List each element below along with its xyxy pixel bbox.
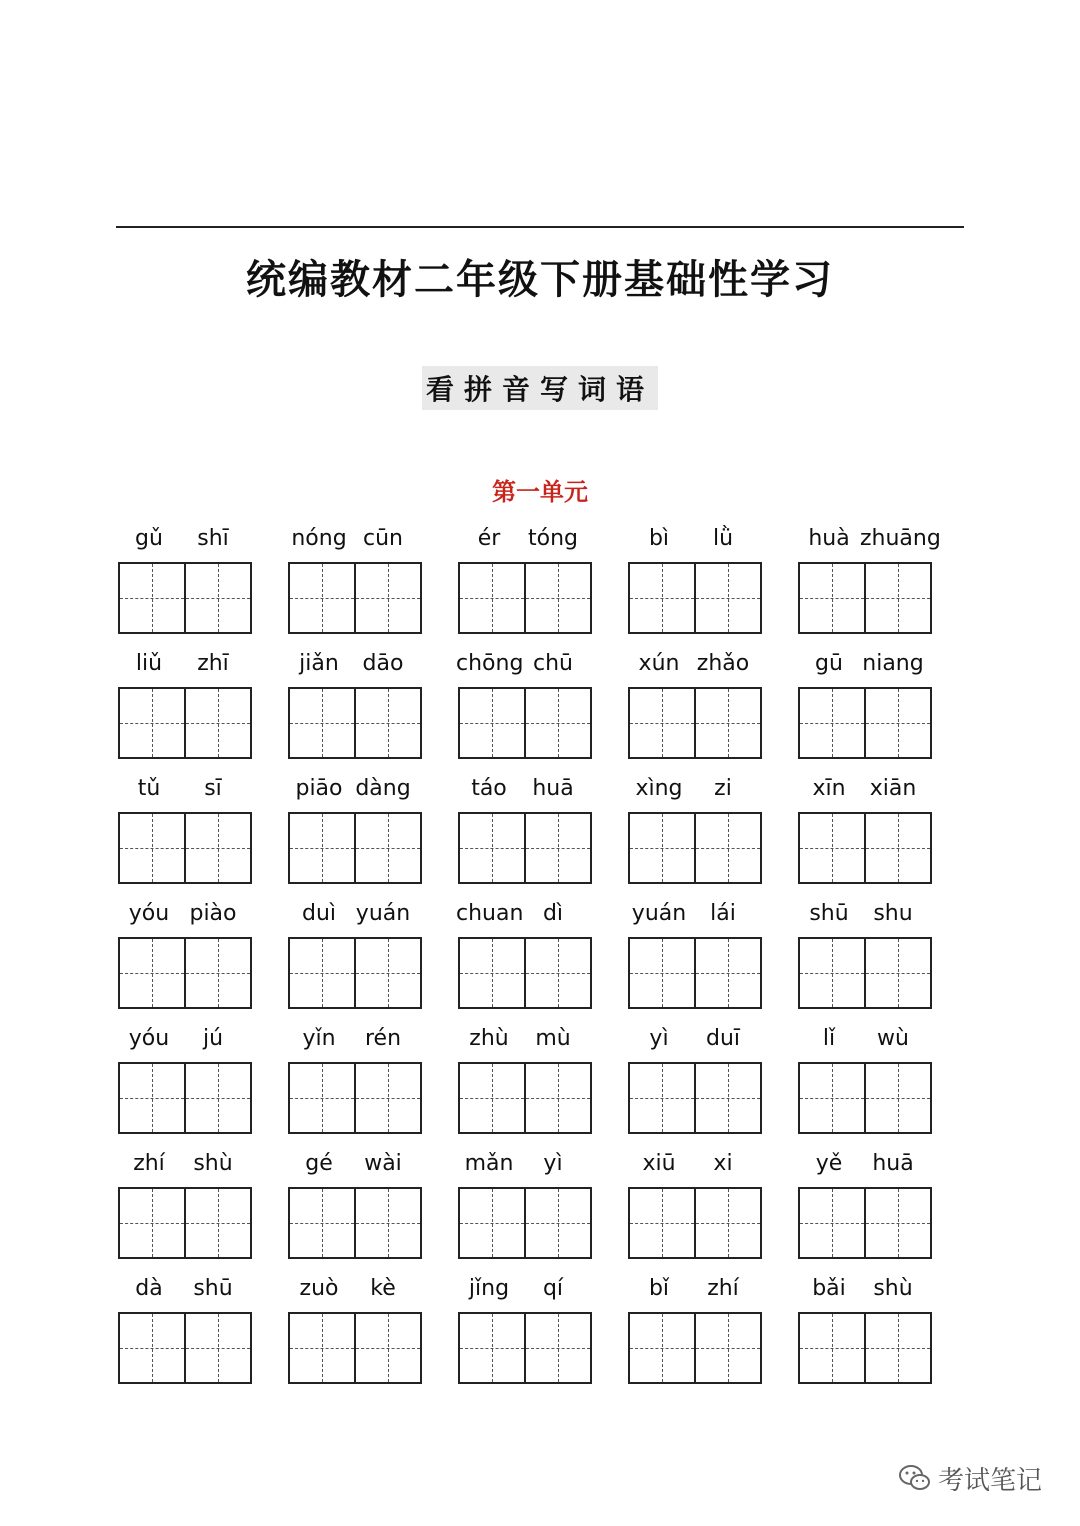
- exercise-row: [118, 897, 938, 1022]
- pinyin-line: [458, 1022, 598, 1060]
- tianzige-box[interactable]: [356, 562, 422, 634]
- tianzige-box[interactable]: [118, 562, 186, 634]
- pinyin-line: [118, 647, 258, 685]
- tianzige-box[interactable]: [866, 1062, 932, 1134]
- tianzige-box[interactable]: [798, 562, 866, 634]
- pinyin-syllable: xi: [713, 1151, 733, 1176]
- writing-boxes: [288, 937, 422, 1009]
- writing-boxes: [458, 1187, 592, 1259]
- writing-boxes: [288, 1062, 422, 1134]
- word-item: [458, 1147, 598, 1185]
- pinyin-line: [628, 772, 768, 810]
- writing-boxes: [288, 812, 422, 884]
- tianzige-box[interactable]: [628, 937, 696, 1009]
- tianzige-box[interactable]: [526, 1187, 592, 1259]
- writing-boxes: [288, 1312, 422, 1384]
- writing-boxes: [628, 687, 762, 759]
- pinyin-syllable: shù: [193, 1151, 233, 1176]
- tianzige-box[interactable]: [118, 1062, 186, 1134]
- word-item: [458, 1272, 598, 1310]
- tianzige-box[interactable]: [628, 1187, 696, 1259]
- tianzige-box[interactable]: [798, 1062, 866, 1134]
- pinyin-syllable: jiǎn: [299, 651, 339, 676]
- pinyin-syllable: zhǎo: [696, 651, 750, 676]
- pinyin-line: [798, 897, 938, 935]
- pinyin-syllable: dàng: [355, 776, 411, 801]
- word-item: [628, 1272, 768, 1310]
- pinyin-syllable: lǜ: [712, 526, 734, 551]
- word-item: [628, 647, 768, 685]
- writing-boxes: [628, 562, 762, 634]
- pinyin-line: [288, 522, 428, 560]
- tianzige-box[interactable]: [458, 562, 526, 634]
- tianzige-box[interactable]: [356, 1187, 422, 1259]
- tianzige-box[interactable]: [186, 1062, 252, 1134]
- pinyin-syllable: chuan: [456, 901, 524, 926]
- pinyin-syllable: yóu: [128, 1026, 170, 1051]
- pinyin-syllable: shù: [873, 1276, 913, 1301]
- exercise-row: [118, 1272, 938, 1397]
- tianzige-box[interactable]: [866, 687, 932, 759]
- tianzige-box[interactable]: [458, 1312, 526, 1384]
- tianzige-box[interactable]: [288, 937, 356, 1009]
- word-item: [288, 522, 428, 560]
- tianzige-box[interactable]: [696, 562, 762, 634]
- pinyin-syllable: chōng: [456, 651, 524, 676]
- writing-boxes: [798, 562, 932, 634]
- writing-boxes: [288, 1187, 422, 1259]
- word-item: [798, 897, 938, 935]
- tianzige-box[interactable]: [288, 812, 356, 884]
- pinyin-line: [118, 772, 258, 810]
- tianzige-box[interactable]: [696, 1062, 762, 1134]
- writing-boxes: [288, 562, 422, 634]
- pinyin-line: [118, 1272, 258, 1310]
- tianzige-box[interactable]: [798, 687, 866, 759]
- word-item: [288, 1022, 428, 1060]
- writing-boxes: [458, 1312, 592, 1384]
- word-item: [118, 522, 258, 560]
- tianzige-box[interactable]: [118, 1187, 186, 1259]
- word-item: [288, 1147, 428, 1185]
- exercise-row: [118, 647, 938, 772]
- pinyin-line: [288, 1147, 428, 1185]
- tianzige-box[interactable]: [628, 1062, 696, 1134]
- word-item: [118, 1272, 258, 1310]
- word-item: [628, 772, 768, 810]
- pinyin-syllable: lái: [710, 901, 736, 926]
- writing-boxes: [118, 1312, 252, 1384]
- writing-boxes: [118, 812, 252, 884]
- writing-boxes: [798, 1062, 932, 1134]
- exercise-grid: [118, 522, 941, 1397]
- tianzige-box[interactable]: [526, 1062, 592, 1134]
- tianzige-box[interactable]: [458, 1062, 526, 1134]
- word-item: [118, 1147, 258, 1185]
- word-item: [458, 522, 598, 560]
- pinyin-syllable: ér: [477, 526, 501, 551]
- pinyin-line: [118, 1022, 258, 1060]
- tianzige-box[interactable]: [288, 1312, 356, 1384]
- pinyin-syllable: duì: [301, 901, 337, 926]
- tianzige-box[interactable]: [526, 687, 592, 759]
- tianzige-box[interactable]: [696, 937, 762, 1009]
- word-item: [458, 897, 598, 935]
- pinyin-line: [628, 1022, 768, 1060]
- tianzige-box[interactable]: [118, 812, 186, 884]
- writing-boxes: [288, 687, 422, 759]
- top-rule: [116, 226, 964, 228]
- tianzige-box[interactable]: [866, 812, 932, 884]
- tianzige-box[interactable]: [356, 687, 422, 759]
- writing-boxes: [118, 1187, 252, 1259]
- word-item: [458, 647, 598, 685]
- pinyin-line: [798, 522, 941, 560]
- pinyin-syllable: bǐ: [648, 1276, 670, 1301]
- pinyin-syllable: yì: [649, 1026, 669, 1051]
- pinyin-syllable: zhí: [133, 1151, 165, 1176]
- word-item: [628, 522, 768, 560]
- subtitle: 看拼音写词语: [422, 366, 658, 410]
- pinyin-line: [288, 1272, 428, 1310]
- writing-boxes: [628, 1062, 762, 1134]
- pinyin-syllable: mù: [535, 1026, 571, 1051]
- pinyin-syllable: dì: [542, 901, 564, 926]
- tianzige-box[interactable]: [356, 937, 422, 1009]
- pinyin-line: [118, 522, 258, 560]
- tianzige-box[interactable]: [186, 1312, 252, 1384]
- tianzige-box[interactable]: [356, 812, 422, 884]
- pinyin-syllable: tǔ: [137, 776, 161, 801]
- word-item: [458, 1022, 598, 1060]
- tianzige-box[interactable]: [798, 937, 866, 1009]
- tianzige-box[interactable]: [118, 687, 186, 759]
- pinyin-syllable: yóu: [128, 901, 170, 926]
- writing-boxes: [458, 812, 592, 884]
- pinyin-line: [798, 1272, 938, 1310]
- word-item: [118, 897, 258, 935]
- pinyin-syllable: kè: [370, 1276, 396, 1301]
- pinyin-syllable: zhí: [707, 1276, 739, 1301]
- pinyin-syllable: dāo: [362, 651, 404, 676]
- word-item: [118, 647, 258, 685]
- word-item: [798, 1147, 938, 1185]
- tianzige-box[interactable]: [458, 687, 526, 759]
- writing-boxes: [798, 937, 932, 1009]
- writing-boxes: [798, 1312, 932, 1384]
- pinyin-syllable: shū: [193, 1276, 233, 1301]
- pinyin-line: [118, 1147, 258, 1185]
- tianzige-box[interactable]: [186, 1187, 252, 1259]
- pinyin-line: [458, 1147, 598, 1185]
- pinyin-syllable: liǔ: [135, 651, 163, 676]
- tianzige-box[interactable]: [186, 687, 252, 759]
- writing-boxes: [798, 1187, 932, 1259]
- writing-boxes: [628, 937, 762, 1009]
- watermark-text: 考试笔记: [938, 1465, 1043, 1496]
- pinyin-syllable: huà: [808, 526, 850, 551]
- tianzige-box[interactable]: [458, 812, 526, 884]
- tianzige-box[interactable]: [186, 937, 252, 1009]
- pinyin-line: [458, 897, 598, 935]
- tianzige-box[interactable]: [288, 1187, 356, 1259]
- pinyin-line: [458, 1272, 598, 1310]
- word-item: [798, 1022, 938, 1060]
- pinyin-syllable: xìng: [635, 776, 683, 801]
- pinyin-line: [118, 897, 258, 935]
- pinyin-syllable: xiān: [869, 776, 917, 801]
- pinyin-syllable: nóng: [291, 526, 347, 551]
- writing-boxes: [118, 1062, 252, 1134]
- writing-boxes: [798, 812, 932, 884]
- watermark: [898, 1458, 1042, 1498]
- pinyin-line: [798, 647, 938, 685]
- writing-boxes: [118, 687, 252, 759]
- tianzige-box[interactable]: [526, 937, 592, 1009]
- tianzige-box[interactable]: [118, 1312, 186, 1384]
- pinyin-syllable: gǔ: [135, 526, 163, 551]
- pinyin-syllable: yuán: [355, 901, 411, 926]
- pinyin-syllable: shu: [873, 901, 913, 926]
- writing-boxes: [458, 1062, 592, 1134]
- tianzige-box[interactable]: [458, 1187, 526, 1259]
- tianzige-box[interactable]: [866, 1312, 932, 1384]
- writing-boxes: [118, 937, 252, 1009]
- pinyin-syllable: yì: [543, 1151, 563, 1176]
- pinyin-syllable: shū: [809, 901, 849, 926]
- word-item: [798, 772, 938, 810]
- tianzige-box[interactable]: [696, 1187, 762, 1259]
- word-item: [798, 1272, 938, 1310]
- pinyin-syllable: dà: [135, 1276, 163, 1301]
- writing-boxes: [458, 562, 592, 634]
- tianzige-box[interactable]: [288, 1062, 356, 1134]
- pinyin-syllable: lǐ: [822, 1026, 836, 1051]
- writing-boxes: [628, 1187, 762, 1259]
- writing-boxes: [118, 562, 252, 634]
- pinyin-syllable: sī: [204, 776, 222, 801]
- pinyin-syllable: qí: [542, 1276, 564, 1301]
- tianzige-box[interactable]: [628, 812, 696, 884]
- pinyin-line: [458, 522, 598, 560]
- writing-boxes: [798, 687, 932, 759]
- word-item: [628, 1022, 768, 1060]
- tianzige-box[interactable]: [798, 1312, 866, 1384]
- tianzige-box[interactable]: [628, 1312, 696, 1384]
- pinyin-syllable: cūn: [363, 526, 403, 551]
- pinyin-syllable: zuò: [299, 1276, 339, 1301]
- pinyin-syllable: rén: [364, 1026, 402, 1051]
- page-title: 统编教材二年级下册基础性学习: [246, 257, 834, 303]
- pinyin-syllable: shī: [197, 526, 229, 551]
- pinyin-syllable: yǐn: [302, 1026, 336, 1051]
- word-item: [458, 772, 598, 810]
- tianzige-box[interactable]: [628, 687, 696, 759]
- pinyin-line: [288, 772, 428, 810]
- pinyin-line: [628, 1147, 768, 1185]
- pinyin-line: [798, 1022, 938, 1060]
- word-item: [288, 772, 428, 810]
- pinyin-syllable: chū: [533, 651, 573, 676]
- word-item: [288, 647, 428, 685]
- pinyin-syllable: xiū: [642, 1151, 676, 1176]
- pinyin-syllable: zhuāng: [860, 526, 941, 551]
- word-item: [288, 1272, 428, 1310]
- exercise-row: [118, 1147, 938, 1272]
- pinyin-syllable: xún: [638, 651, 680, 676]
- tianzige-box[interactable]: [798, 1187, 866, 1259]
- pinyin-syllable: jǐng: [468, 1276, 510, 1301]
- word-item: [628, 897, 768, 935]
- pinyin-syllable: niang: [862, 651, 924, 676]
- tianzige-box[interactable]: [526, 812, 592, 884]
- pinyin-line: [458, 647, 598, 685]
- pinyin-line: [288, 1022, 428, 1060]
- tianzige-box[interactable]: [696, 812, 762, 884]
- pinyin-syllable: zi: [714, 776, 732, 801]
- tianzige-box[interactable]: [696, 687, 762, 759]
- pinyin-syllable: bǎi: [812, 1276, 846, 1301]
- pinyin-line: [798, 1147, 938, 1185]
- tianzige-box[interactable]: [866, 1187, 932, 1259]
- tianzige-box[interactable]: [526, 562, 592, 634]
- exercise-row: [118, 522, 941, 647]
- pinyin-syllable: bì: [648, 526, 670, 551]
- pinyin-syllable: táo: [471, 776, 507, 801]
- tianzige-box[interactable]: [866, 937, 932, 1009]
- pinyin-line: [628, 1272, 768, 1310]
- pinyin-syllable: yuán: [631, 901, 687, 926]
- pinyin-syllable: huā: [872, 1151, 914, 1176]
- pinyin-line: [798, 772, 938, 810]
- pinyin-line: [458, 772, 598, 810]
- pinyin-line: [628, 897, 768, 935]
- tianzige-box[interactable]: [356, 1062, 422, 1134]
- writing-boxes: [458, 687, 592, 759]
- exercise-row: [118, 772, 938, 897]
- tianzige-box[interactable]: [288, 687, 356, 759]
- tianzige-box[interactable]: [628, 562, 696, 634]
- pinyin-syllable: jú: [202, 1026, 224, 1051]
- pinyin-syllable: huā: [532, 776, 574, 801]
- pinyin-line: [288, 897, 428, 935]
- tianzige-box[interactable]: [186, 562, 252, 634]
- writing-boxes: [628, 812, 762, 884]
- tianzige-box[interactable]: [696, 1312, 762, 1384]
- tianzige-box[interactable]: [526, 1312, 592, 1384]
- pinyin-syllable: xīn: [812, 776, 846, 801]
- word-item: [118, 772, 258, 810]
- tianzige-box[interactable]: [866, 562, 932, 634]
- pinyin-syllable: yě: [815, 1151, 843, 1176]
- unit-title: 第一单元: [492, 478, 588, 506]
- tianzige-box[interactable]: [356, 1312, 422, 1384]
- pinyin-line: [628, 522, 768, 560]
- pinyin-syllable: wù: [877, 1026, 909, 1051]
- word-item: [118, 1022, 258, 1060]
- pinyin-syllable: tóng: [528, 526, 578, 551]
- pinyin-syllable: gé: [305, 1151, 333, 1176]
- subtitle-container: [0, 366, 1080, 410]
- word-item: [798, 647, 938, 685]
- tianzige-box[interactable]: [186, 812, 252, 884]
- pinyin-syllable: duī: [705, 1026, 741, 1051]
- wechat-icon: [898, 1463, 932, 1493]
- pinyin-syllable: piāo: [295, 776, 343, 801]
- word-item: [798, 522, 941, 560]
- pinyin-syllable: zhù: [469, 1026, 509, 1051]
- pinyin-syllable: piào: [189, 901, 237, 926]
- pinyin-syllable: zhī: [197, 651, 229, 676]
- tianzige-box[interactable]: [798, 812, 866, 884]
- writing-boxes: [628, 1312, 762, 1384]
- pinyin-line: [288, 647, 428, 685]
- pinyin-syllable: wài: [364, 1151, 402, 1176]
- tianzige-box[interactable]: [458, 937, 526, 1009]
- pinyin-syllable: gū: [815, 651, 843, 676]
- exercise-row: [118, 1022, 938, 1147]
- tianzige-box[interactable]: [118, 937, 186, 1009]
- word-item: [628, 1147, 768, 1185]
- writing-boxes: [458, 937, 592, 1009]
- tianzige-box[interactable]: [288, 562, 356, 634]
- pinyin-line: [628, 647, 768, 685]
- word-item: [288, 897, 428, 935]
- pinyin-syllable: mǎn: [464, 1151, 514, 1176]
